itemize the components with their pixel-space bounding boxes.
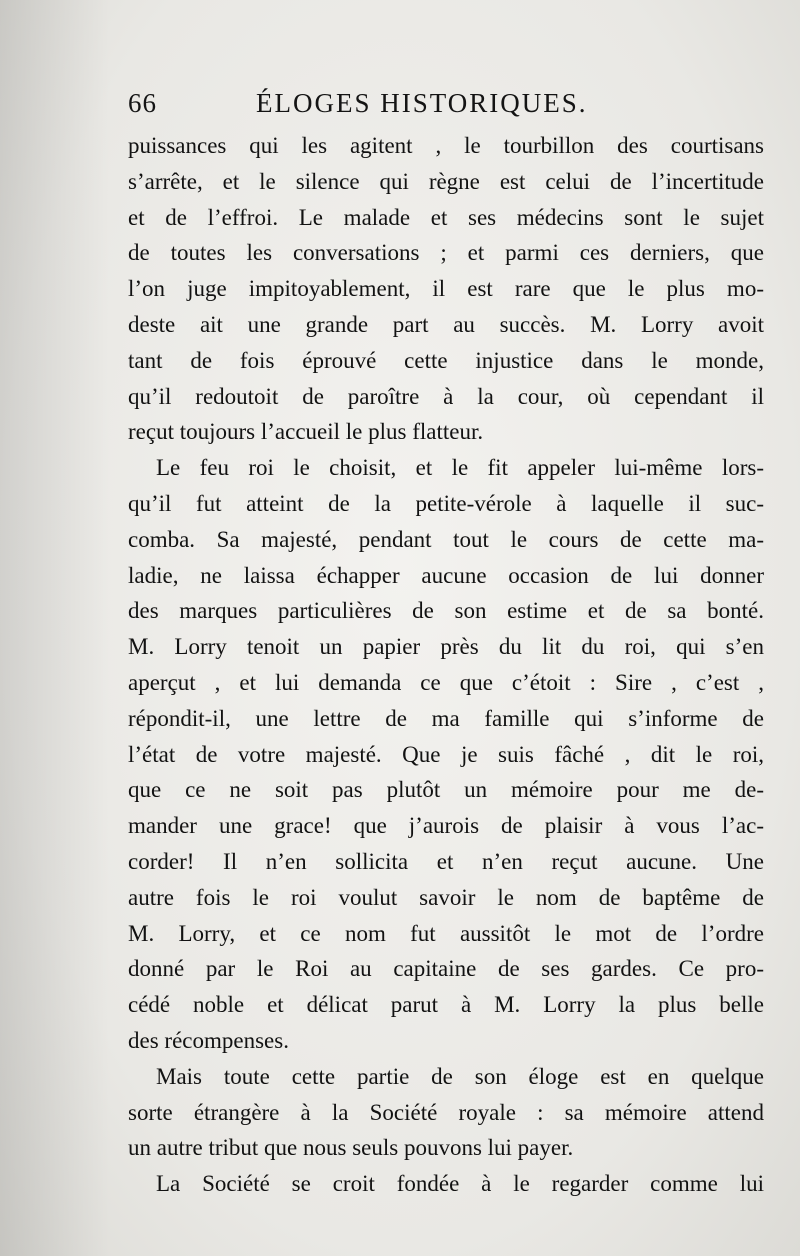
text-line: des récompenses. xyxy=(128,1027,289,1053)
text-line: qu’il redoutoit de paroître à la cour, où cependant il xyxy=(128,383,764,409)
text-line: que ce ne soit pas plutôt un mémoire pour me de- xyxy=(128,777,764,803)
text-line: comba. Sa majesté, pendant tout le cours de cette ma- xyxy=(128,526,764,552)
text-line: tant de fois éprouvé cette injustice dans le monde, xyxy=(128,347,764,373)
text-line: Le feu roi le choisit, et le fit appeler lui-même lors- xyxy=(156,455,764,481)
text-line: ladie, ne laissa échapper aucune occasion de lui donner xyxy=(128,562,764,588)
text-line: M. Lorry, et ce nom fut aussitôt le mot de l’ordre xyxy=(128,920,764,946)
text-line: et de l’effroi. Le malade et ses médecins sont le sujet xyxy=(128,204,764,230)
text-line: s’arrête, et le silence qui règne est celui de l’incertitude xyxy=(128,168,764,194)
text-line: corder! Il n’en sollicita et n’en reçut aucune. Une xyxy=(128,848,764,874)
text-line: qu’il fut atteint de la petite-vérole à laquelle il suc- xyxy=(128,490,764,516)
text-line: puissances qui les agitent , le tourbillon des courtisans xyxy=(128,133,764,158)
gutter-shadow xyxy=(0,0,110,1256)
text-line: aperçut , et lui demanda ce que c’étoit : Sire , c’est , xyxy=(128,669,764,695)
text-line: de toutes les conversations ; et parmi ces derniers, que xyxy=(128,240,764,266)
text-line: Mais toute cette partie de son éloge est en quelque xyxy=(156,1063,764,1089)
body-text xyxy=(128,128,764,1202)
text-line: sorte étrangère à la Société royale : sa mémoire attend xyxy=(128,1099,764,1125)
text-line: l’on juge impitoyablement, il est rare que le plus mo- xyxy=(128,276,764,302)
text-line: répondit-il, une lettre de ma famille qui s’informe de xyxy=(128,705,764,731)
page-header xyxy=(128,88,760,128)
text-line: un autre tribut que nous seuls pouvons lui payer. xyxy=(128,1135,574,1161)
text-line: reçut toujours l’accueil le plus flatteur. xyxy=(128,419,484,445)
text-line: La Société se croit fondée à le regarder comme lui xyxy=(156,1171,764,1197)
running-title: ÉLOGES HISTORIQUES. xyxy=(256,88,588,118)
text-line: cédé noble et délicat parut à M. Lorry la plus belle xyxy=(128,992,764,1018)
text-line: deste ait une grande part au succès. M. Lorry avoit xyxy=(128,311,764,337)
page-number: 66 xyxy=(128,88,157,118)
text-line: des marques particulières de son estime et de sa bonté. xyxy=(128,598,764,624)
text-line: mander une grace! que j’aurois de plaisir à vous l’ac- xyxy=(128,813,764,839)
text-line: donné par le Roi au capitaine de ses gardes. Ce pro- xyxy=(128,956,764,982)
text-line: autre fois le roi voulut savoir le nom de baptême de xyxy=(128,884,764,910)
text-line: M. Lorry tenoit un papier près du lit du roi, qui s’en xyxy=(128,634,764,660)
text-line: l’état de votre majesté. Que je suis fâché , dit le roi, xyxy=(128,741,764,767)
